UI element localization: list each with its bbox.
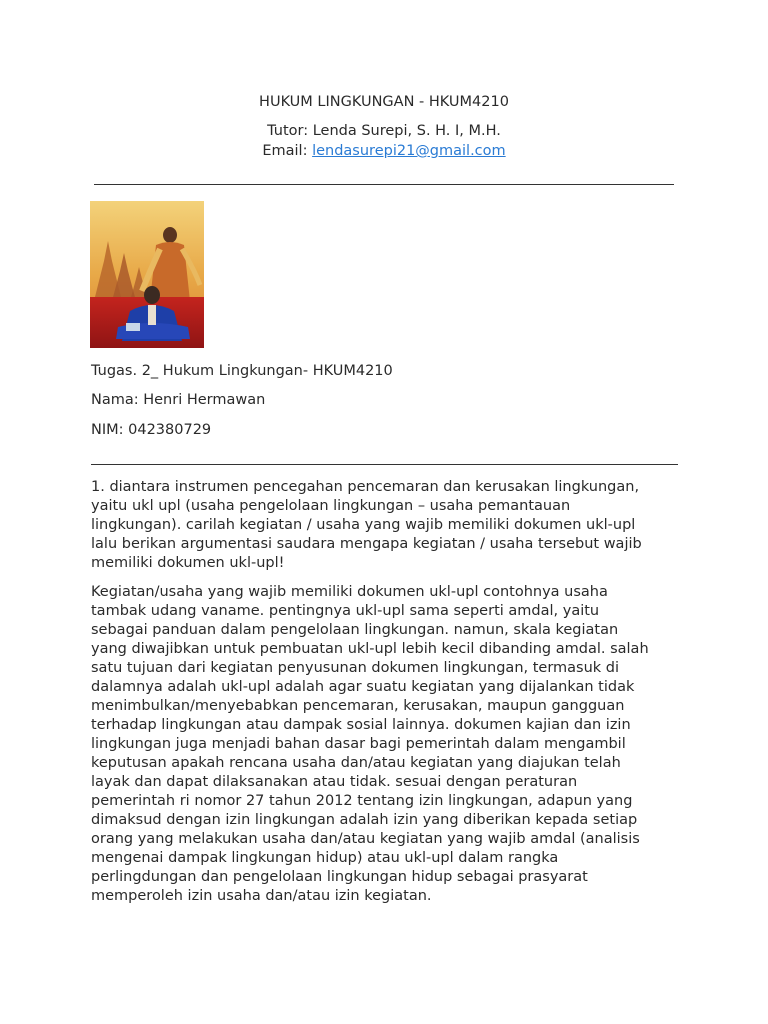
answer-line: sebagai panduan dalam pengelolaan lingkungan. namun, skala kegiatan: [91, 622, 619, 638]
answer-line: orang yang melakukan usaha dan/atau kegiatan yang wajib amdal (analisis: [91, 831, 640, 847]
answer-line: tambak udang vaname. pentingnya ukl-upl sama seperti amdal, yaitu: [91, 603, 600, 619]
email-link[interactable]: lendasurepi21@gmail.com: [312, 143, 506, 159]
header-divider: [94, 184, 674, 185]
tutor-line: Tutor: Lenda Surepi, S. H. I, M.H.: [267, 123, 501, 139]
question-line: lalu berikan argumentasi saudara mengapa kegiatan / usaha tersebut wajib: [91, 536, 642, 552]
question-line: yaitu ukl upl (usaha pengelolaan lingkungan – usaha pemantauan: [91, 498, 571, 514]
student-photo: [90, 201, 204, 348]
answer-line: lingkungan juga menjadi bahan dasar bagi pemerintah dalam mengambil: [91, 736, 626, 752]
answer-line: keputusan apakah rencana usaha dan/atau kegiatan yang diajukan telah: [91, 755, 621, 771]
student-nim: NIM: 042380729: [91, 422, 212, 438]
question-paragraph: [91, 478, 681, 573]
assignment-line: Tugas. 2_ Hukum Lingkungan- HKUM4210: [91, 363, 393, 379]
answer-line: dalamnya adalah ukl-upl adalah agar suatu kegiatan yang dijalankan tidak: [91, 679, 635, 695]
question-line: lingkungan). carilah kegiatan / usaha yang wajib memiliki dokumen ukl-upl: [91, 517, 636, 533]
answer-line: terhadap lingkungan atau dampak sosial lainnya. dokumen kajian dan izin: [91, 717, 631, 733]
answer-line: menimbulkan/menyebabkan pencemaran, kerusakan, maupun gangguan: [91, 698, 625, 714]
document-title: HUKUM LINGKUNGAN - HKUM4210: [259, 94, 509, 110]
answer-line: yang diwajibkan untuk pembuatan ukl-upl lebih kecil dibanding amdal. salah: [91, 641, 649, 657]
answer-line: pemerintah ri nomor 27 tahun 2012 tentang izin lingkungan, adapun yang: [91, 793, 633, 809]
answer-line: memperoleh izin usaha dan/atau izin kegiatan.: [91, 888, 432, 904]
answer-line: dimaksud dengan izin lingkungan adalah izin yang diberikan kepada setiap: [91, 812, 638, 828]
question-line: 1. diantara instrumen pencegahan pencemaran dan kerusakan lingkungan,: [91, 479, 640, 495]
student-name: Nama: Henri Hermawan: [91, 392, 266, 408]
answer-paragraph: [91, 583, 681, 906]
answer-line: satu tujuan dari kegiatan penyusunan dokumen lingkungan, termasuk di: [91, 660, 620, 676]
answer-line: mengenai dampak lingkungan hidup) atau ukl-upl dalam rangka: [91, 850, 559, 866]
email-line: [0, 141, 768, 161]
answer-line: perlingdungan dan pengelolaan lingkungan hidup sebagai prasyarat: [91, 869, 588, 885]
answer-line: Kegiatan/usaha yang wajib memiliki dokumen ukl-upl contohnya usaha: [91, 584, 608, 600]
email-label: Email:: [262, 143, 313, 159]
question-line: memiliki dokumen ukl-upl!: [91, 555, 285, 571]
section-divider: [91, 464, 678, 465]
answer-line: layak dan dapat dilaksanakan atau tidak. sesuai dengan peraturan: [91, 774, 578, 790]
